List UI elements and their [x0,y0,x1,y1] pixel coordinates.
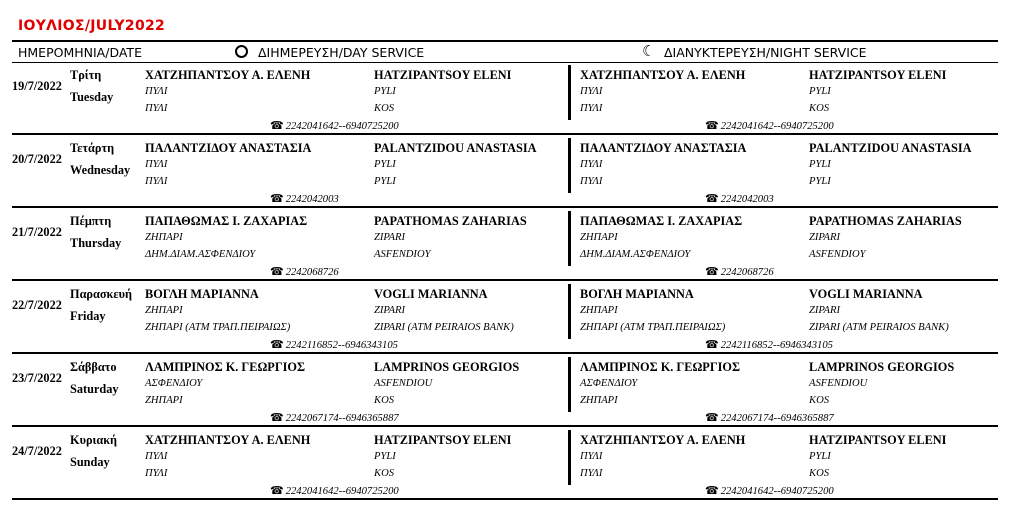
night-location-english: KOS [809,103,830,114]
day-pharmacist-name-english: LAMPRINOS GEORGIOS [374,360,520,374]
column-divider [568,211,571,266]
day-name-greek: Τρίτη [70,68,102,82]
night-phone [705,192,774,207]
day-pharmacist-name-english: HATZIPANTSOY ELENI [374,68,512,82]
night-location-greek: ΔΗΜ.ΔΙΑΜ.ΑΣΦΕΝΔΙΟΥ [580,249,691,260]
day-area-greek: ΠΥΛΙ [145,451,168,462]
day-phone [270,338,398,353]
day-area-english: PYLI [374,86,396,97]
day-area-greek: ΑΣΦΕΝΔΙΟΥ [145,378,203,389]
night-location-greek: ΠΥΛΙ [580,176,603,187]
night-phone [705,484,834,499]
night-phone-number: 2242041642--6940725200 [720,486,834,497]
day-pharmacist-name-english: PALANTZIDOU ANASTASIA [374,141,537,155]
night-phone [705,338,833,353]
day-pharmacist-name-english: HATZIPANTSOY ELENI [374,433,512,447]
day-phone-number: 2242068726 [285,267,339,278]
day-name-greek: Τετάρτη [70,141,115,155]
column-divider [568,357,571,412]
row-date: 22/7/2022 [12,298,62,312]
day-phone-number: 2242041642--6940725200 [285,121,399,132]
row-separator [12,279,998,281]
night-location-english: KOS [809,468,830,479]
column-divider [568,65,571,120]
day-area-english: PYLI [374,451,396,462]
night-pharmacist-name-english: PALANTZIDOU ANASTASIA [809,141,972,155]
night-area-english: PYLI [809,86,831,97]
night-phone-number: 2242041642--6940725200 [720,121,834,132]
day-area-english: ZIPARI [374,232,405,243]
day-location-english: PYLI [374,176,396,187]
row-separator [12,133,998,135]
night-pharmacist-name-greek: ΧΑΤΖΗΠΑΝΤΣΟΥ Α. ΕΛΕΝΗ [580,433,746,447]
day-phone [270,192,339,207]
row-date: 21/7/2022 [12,225,62,239]
phone-icon: ☎ [705,412,719,424]
day-name-english: Tuesday [70,90,114,104]
day-name-greek: Κυριακή [70,433,118,447]
night-location-english: PYLI [809,176,831,187]
night-location-greek: ΖΗΠΑΡΙ [580,395,618,406]
day-area-english: PYLI [374,159,396,170]
day-area-greek: ΖΗΠΑΡΙ [145,232,183,243]
night-area-english: PYLI [809,159,831,170]
row-separator [12,498,998,500]
day-phone [270,265,339,280]
night-pharmacist-name-english: HATZIPANTSOY ELENI [809,433,947,447]
phone-icon: ☎ [705,266,719,278]
month-title: ΙΟΥΛΙΟΣ/JULY2022 [18,18,166,34]
day-name-english: Friday [70,309,106,323]
day-location-greek: ΠΥΛΙ [145,176,168,187]
night-area-greek: ΠΥΛΙ [580,451,603,462]
night-pharmacist-name-english: PAPATHOMAS ZAHARIAS [809,214,962,228]
day-pharmacist-name-english: PAPATHOMAS ZAHARIAS [374,214,527,228]
row-separator [12,206,998,208]
day-area-english: ASFENDIOU [374,378,433,389]
night-location-greek: ΠΥΛΙ [580,468,603,479]
sun-icon [235,45,248,58]
day-phone [270,411,399,426]
night-phone-number: 2242068726 [720,267,774,278]
day-phone-number: 2242067174--6946365887 [285,413,399,424]
day-area-greek: ΠΥΛΙ [145,159,168,170]
night-location-english: ZIPARI (ATM PEIRAIOS BANK) [809,322,949,333]
column-divider [568,430,571,485]
night-area-greek: ΠΥΛΙ [580,159,603,170]
night-area-english: PYLI [809,451,831,462]
phone-icon: ☎ [270,266,284,278]
column-divider [568,284,571,339]
night-phone-number: 2242116852--6946343105 [720,340,833,351]
phone-icon: ☎ [705,193,719,205]
night-phone [705,265,774,280]
phone-icon: ☎ [270,193,284,205]
day-location-english: ZIPARI (ATM PEIRAIOS BANK) [374,322,514,333]
day-pharmacist-name-greek: ΧΑΤΖΗΠΑΝΤΣΟΥ Α. ΕΛΕΝΗ [145,433,311,447]
night-pharmacist-name-english: HATZIPANTSOY ELENI [809,68,947,82]
day-pharmacist-name-greek: ΠΑΛΑΝΤΖΙΔΟΥ ΑΝΑΣΤΑΣΙΑ [145,141,312,155]
row-date: 20/7/2022 [12,152,62,166]
night-pharmacist-name-greek: ΠΑΛΑΝΤΖΙΔΟΥ ΑΝΑΣΤΑΣΙΑ [580,141,747,155]
top-rule [12,40,998,42]
night-area-greek: ΖΗΠΑΡΙ [580,232,618,243]
column-divider [568,138,571,193]
night-area-english: ZIPARI [809,305,840,316]
night-pharmacist-name-greek: ΒΟΓΛΗ ΜΑΡΙΑΝΝΑ [580,287,694,301]
day-name-greek: Πέμπτη [70,214,112,228]
day-phone [270,484,399,499]
night-area-greek: ΑΣΦΕΝΔΙΟΥ [580,378,638,389]
row-date: 24/7/2022 [12,444,62,458]
row-date: 19/7/2022 [12,79,62,93]
night-phone-number: 2242067174--6946365887 [720,413,834,424]
date-column-header: ΗΜΕΡΟΜΗΝΙΑ/DATE [18,45,142,60]
day-phone-number: 2242116852--6946343105 [285,340,398,351]
night-location-english: ASFENDIOY [809,249,866,260]
night-pharmacist-name-english: LAMPRINOS GEORGIOS [809,360,955,374]
night-area-greek: ΠΥΛΙ [580,86,603,97]
night-location-greek: ΠΥΛΙ [580,103,603,114]
day-pharmacist-name-english: VOGLI MARIANNA [374,287,488,301]
day-area-greek: ΠΥΛΙ [145,86,168,97]
day-service-header: ΔΙΗΜΕΡΕΥΣΗ/DAY SERVICE [258,45,425,60]
day-name-english: Saturday [70,382,119,396]
night-area-greek: ΖΗΠΑΡΙ [580,305,618,316]
day-location-english: KOS [374,103,395,114]
day-name-english: Wednesday [70,163,131,177]
day-phone-number: 2242041642--6940725200 [285,486,399,497]
night-area-english: ZIPARI [809,232,840,243]
night-phone [705,411,834,426]
crescent-moon-icon: ☾ [642,42,656,60]
day-location-english: ASFENDIOY [374,249,431,260]
phone-icon: ☎ [705,120,719,132]
day-location-english: KOS [374,395,395,406]
row-separator [12,352,998,354]
day-location-greek: ΠΥΛΙ [145,103,168,114]
phone-icon: ☎ [705,485,719,497]
night-pharmacist-name-greek: ΠΑΠΑΘΩΜΑΣ Ι. ΖΑΧΑΡΙΑΣ [580,214,743,228]
phone-icon: ☎ [270,339,284,351]
day-area-greek: ΖΗΠΑΡΙ [145,305,183,316]
day-name-greek: Σάββατο [70,360,117,374]
day-name-english: Sunday [70,455,110,469]
phone-icon: ☎ [270,120,284,132]
phone-icon: ☎ [705,339,719,351]
day-pharmacist-name-greek: ΒΟΓΛΗ ΜΑΡΙΑΝΝΑ [145,287,259,301]
row-date: 23/7/2022 [12,371,62,385]
day-name-greek: Παρασκευή [70,287,133,301]
day-location-greek: ΔΗΜ.ΔΙΑΜ.ΑΣΦΕΝΔΙΟΥ [145,249,256,260]
night-pharmacist-name-greek: ΛΑΜΠΡΙΝΟΣ Κ. ΓΕΩΡΓΙΟΣ [580,360,741,374]
night-phone [705,119,834,134]
phone-icon: ☎ [270,412,284,424]
night-service-header: ΔΙΑΝΥΚΤΕΡΕΥΣΗ/NIGHT SERVICE [664,45,867,60]
row-separator [12,425,998,427]
day-pharmacist-name-greek: ΧΑΤΖΗΠΑΝΤΣΟΥ Α. ΕΛΕΝΗ [145,68,311,82]
night-location-english: KOS [809,395,830,406]
night-pharmacist-name-english: VOGLI MARIANNA [809,287,923,301]
day-phone [270,119,399,134]
day-area-english: ZIPARI [374,305,405,316]
day-pharmacist-name-greek: ΛΑΜΠΡΙΝΟΣ Κ. ΓΕΩΡΓΙΟΣ [145,360,306,374]
day-pharmacist-name-greek: ΠΑΠΑΘΩΜΑΣ Ι. ΖΑΧΑΡΙΑΣ [145,214,308,228]
day-location-greek: ΖΗΠΑΡΙ [145,395,183,406]
night-area-english: ASFENDIOU [809,378,868,389]
phone-icon: ☎ [270,485,284,497]
day-location-greek: ΖΗΠΑΡΙ (ATM ΤΡΑΠ.ΠΕΙΡΑΙΩΣ) [145,322,291,333]
day-location-english: KOS [374,468,395,479]
night-pharmacist-name-greek: ΧΑΤΖΗΠΑΝΤΣΟΥ Α. ΕΛΕΝΗ [580,68,746,82]
night-location-greek: ΖΗΠΑΡΙ (ATM ΤΡΑΠ.ΠΕΙΡΑΙΩΣ) [580,322,726,333]
day-phone-number: 2242042003 [285,194,339,205]
header-rule [12,62,998,63]
night-phone-number: 2242042003 [720,194,774,205]
day-name-english: Thursday [70,236,122,250]
day-location-greek: ΠΥΛΙ [145,468,168,479]
